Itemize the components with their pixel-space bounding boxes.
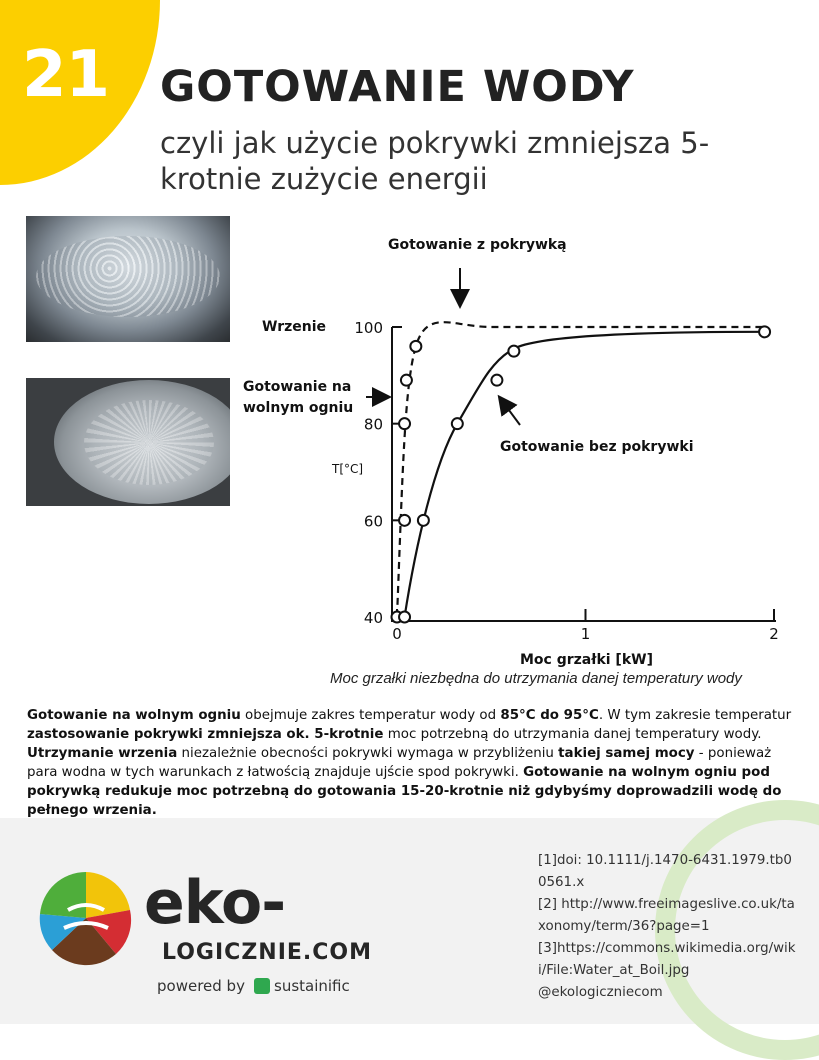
y-tick-label: 80 bbox=[363, 415, 383, 434]
reference-1[interactable]: [1]doi: 10.1111/j.1470-6431.1979.tb00561.x bbox=[538, 853, 792, 890]
annotation-simmer-line1: Gotowanie na bbox=[243, 379, 352, 395]
point-with-lid bbox=[399, 418, 410, 429]
episode-number: 21 bbox=[22, 38, 110, 112]
y-tick-label: 40 bbox=[363, 609, 383, 627]
point-without-lid bbox=[759, 326, 770, 337]
references-list bbox=[538, 850, 800, 1004]
point-without-lid bbox=[399, 612, 410, 623]
point-with-lid bbox=[401, 375, 412, 386]
series-without-lid-line bbox=[405, 332, 765, 617]
series-with-lid-line bbox=[397, 322, 765, 617]
x-tick-label: 2 bbox=[769, 625, 779, 643]
page-title: GOTOWANIE WODY bbox=[160, 62, 635, 112]
annotation-without-lid: Gotowanie bez pokrywki bbox=[500, 439, 694, 455]
arrow-without-lid bbox=[500, 398, 520, 425]
annotation-with-lid: Gotowanie z pokrywką bbox=[388, 237, 567, 253]
x-tick-label: 1 bbox=[580, 625, 591, 643]
point-without-lid bbox=[452, 418, 463, 429]
x-axis-label: Moc grzałki [kW] bbox=[520, 652, 653, 668]
point-with-lid bbox=[399, 515, 410, 526]
chart-caption: Moc grzałki niezbędna do utrzymania danej temperatury wody bbox=[330, 670, 742, 687]
page-subtitle: czyli jak użycie pokrywki zmniejsza 5-krotnie zużycie energii bbox=[160, 126, 710, 196]
annotation-simmer-line2: wolnym ogniu bbox=[243, 400, 354, 416]
point-without-lid bbox=[418, 515, 429, 526]
x-tick-label: 0 bbox=[392, 625, 402, 643]
logo-domain-text: LOGICZNIE.COM bbox=[162, 940, 373, 965]
description-paragraph: Gotowanie na wolnym ogniu obejmuje zakres temperatur wody od 85°C do 95°C. W tym zakresie temperatur zastosowanie pokrywki zmniejsza ok. 5-krotnie moc potrzebną do utrzymania danej temperatury wody. Utrzymanie wrzenia niezależnie obecności pokrywki wymaga w przybliżeniu takiej samej mocy - ponieważ para wodna w tych warunkach z łatwością znajduje ujście spod pokrywki. Gotowanie na wolnym ogniu pod pokrywką redukuje moc potrzebną do gotowania 15-20-krotnie niż gdybyśmy doprowadzili wodę do pełnego wrzenia. bbox=[27, 708, 792, 818]
y-tick-label: 100 bbox=[354, 319, 383, 337]
reference-handle[interactable]: @ekologiczniecom bbox=[538, 985, 663, 1000]
y-tick-label: 60 bbox=[363, 512, 383, 531]
reference-3[interactable]: [3]https://commons.wikimedia.org/wiki/File:Water_at_Boil.jpg bbox=[538, 941, 796, 978]
sustainific-text: sustainific bbox=[274, 977, 350, 995]
sustainific-leaf-icon bbox=[254, 978, 270, 994]
reference-2[interactable]: [2] http://www.freeimageslive.co.uk/taxonomy/term/36?page=1 bbox=[538, 897, 795, 934]
point-without-lid bbox=[508, 346, 519, 357]
logo-eko-text: eko- bbox=[144, 868, 286, 938]
point-without-lid bbox=[491, 375, 502, 386]
powered-by-text: powered by bbox=[157, 977, 245, 995]
y-axis-label: T[°C] bbox=[332, 462, 364, 476]
annotation-boiling: Wrzenie bbox=[262, 319, 327, 335]
ekologicznie-logo-icon bbox=[38, 870, 134, 966]
point-with-lid bbox=[410, 341, 421, 352]
